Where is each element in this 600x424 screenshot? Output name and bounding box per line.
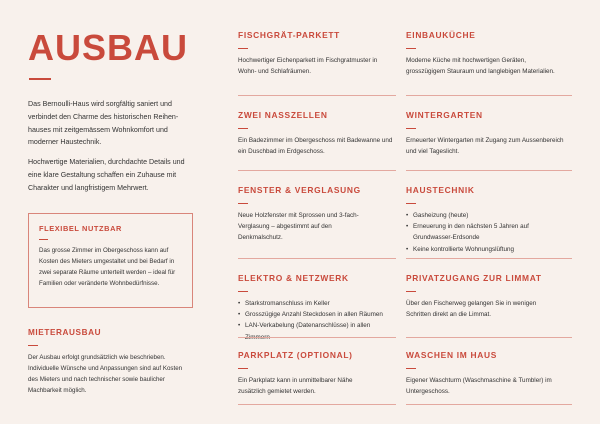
- section-title: FENSTER & VERGLASUNG: [238, 185, 361, 195]
- section-haustechnik: [406, 185, 564, 255]
- list-item: • Starkstromanschluss im Keller: [238, 298, 396, 309]
- section-title: HAUSTECHNIK: [406, 185, 475, 195]
- section-title: ELEKTRO & NETZWERK: [238, 273, 349, 283]
- divider: [406, 95, 572, 96]
- section-text: Erneuerter Wintergarten mit Zugang zum Aussenbereich und viel Tageslicht.: [406, 137, 564, 156]
- divider: [238, 170, 396, 171]
- divider: [406, 258, 572, 259]
- title-underline: [29, 78, 51, 80]
- section-text: Ein Badezimmer im Obergeschoss mit Badewanne und ein Duschbad im Erdgeschoss.: [238, 137, 393, 156]
- section-title: EINBAUKÜCHE: [406, 30, 476, 40]
- section-rule: [406, 291, 416, 292]
- mieterausbau-text: Der Ausbau erfolgt grundsätzlich wie beschrieben. Individuelle Wünsche und Anpassungen sind auf Kosten des Mieters und nach technischer sowie baulicher Machbarkeit möglich.: [28, 354, 183, 394]
- section-text: Eigener Waschturm (Waschmaschine & Tumbler) im Untergeschoss.: [406, 377, 552, 396]
- list-item: • Erneuerung in den nächsten 5 Jahren auf Grundwasser-Erdsonde: [406, 221, 564, 243]
- section-title: WASCHEN IM HAUS: [406, 350, 497, 360]
- section-rule: [406, 203, 416, 204]
- section-rule: [238, 48, 248, 49]
- section-kueche: [406, 30, 564, 77]
- section-parkett: [238, 30, 396, 77]
- section-parkplatz: [238, 350, 396, 397]
- section-rule: [406, 368, 416, 369]
- divider: [406, 170, 572, 171]
- section-rule: [406, 128, 416, 129]
- section-nasszellen: [238, 110, 396, 157]
- section-text: Neue Holzfenster mit Sprossen und 3-fach-Verglasung – abgestimmt auf den Denkmalschutz.: [238, 212, 359, 242]
- divider: [238, 95, 396, 96]
- section-rule: [238, 203, 248, 204]
- section-text: Moderne Küche mit hochwertigen Geräten, grosszügigem Stauraum und langlebigen Materialien.: [406, 57, 555, 76]
- flexibel-text: Das grosse Zimmer im Obergeschoss kann auf Kosten des Mieters umgestaltet und bei Bedarf in zwei separate Räume unterteilt werden – ideal für Familien oder veränderte Wohnbedürfnisse.: [39, 247, 176, 287]
- haustechnik-list: [406, 210, 564, 255]
- section-waschen: [406, 350, 564, 397]
- section-rule: [238, 368, 248, 369]
- divider: [238, 337, 396, 338]
- section-title: FISCHGRÄT-PARKETT: [238, 30, 341, 40]
- intro-paragraph-2: Hochwertige Materialien, durchdachte Details und eine klare Gestaltung schaffen ein Zuhause mit Charakter und langfristigem Mehrwert.: [28, 158, 185, 192]
- section-fenster: [238, 185, 396, 244]
- section-limmat: [406, 273, 564, 320]
- flexibel-rule: [39, 239, 48, 240]
- list-item: • Keine kontrollierte Wohnungslüftung: [406, 244, 564, 255]
- list-item: • Grosszügige Anzahl Steckdosen in allen Räumen: [238, 309, 396, 320]
- divider: [406, 404, 572, 405]
- list-item: • Gasheizung (heute): [406, 210, 564, 221]
- mieterausbau-section: [28, 328, 193, 396]
- section-title: PARKPLATZ (OPTIONAL): [238, 350, 353, 360]
- section-rule: [238, 291, 248, 292]
- section-title: ZWEI NASSZELLEN: [238, 110, 328, 120]
- flexibel-nutzbar-box: [28, 213, 193, 308]
- section-text: Hochwertiger Eichenparkett im Fischgratmuster in Wohn- und Schlafräumen.: [238, 57, 378, 76]
- divider: [406, 337, 572, 338]
- section-text: Ein Parkplatz kann in unmittelbarer Nähe zusätzlich gemietet werden.: [238, 377, 353, 396]
- flexibel-title: FLEXIBEL NUTZBAR: [39, 224, 122, 233]
- divider: [238, 404, 396, 405]
- intro-paragraph-1: Das Bernoulli-Haus wird sorgfältig saniert und verbindet den Charme des historischen Reihen-hauses mit zeitgemässem Wohnkomfort und moderner Haustechnik.: [28, 100, 179, 147]
- divider: [238, 258, 396, 259]
- page-title: AUSBAU: [28, 27, 189, 68]
- section-elektro: [238, 273, 396, 343]
- section-title: PRIVATZUGANG ZUR LIMMAT: [406, 273, 542, 283]
- mieterausbau-title: MIETERAUSBAU: [28, 328, 102, 337]
- list-item: • LAN-Verkabelung (Datenanschlüsse) in allen: [238, 320, 396, 342]
- section-text: Über den Fischerweg gelangen Sie in wenigen Schritten direkt an die Limmat.: [406, 300, 537, 319]
- section-rule: [406, 48, 416, 49]
- section-wintergarten: [406, 110, 564, 157]
- section-rule: [238, 128, 248, 129]
- section-title: WINTERGARTEN: [406, 110, 483, 120]
- mieterausbau-rule: [28, 345, 38, 346]
- intro-text: [28, 98, 198, 195]
